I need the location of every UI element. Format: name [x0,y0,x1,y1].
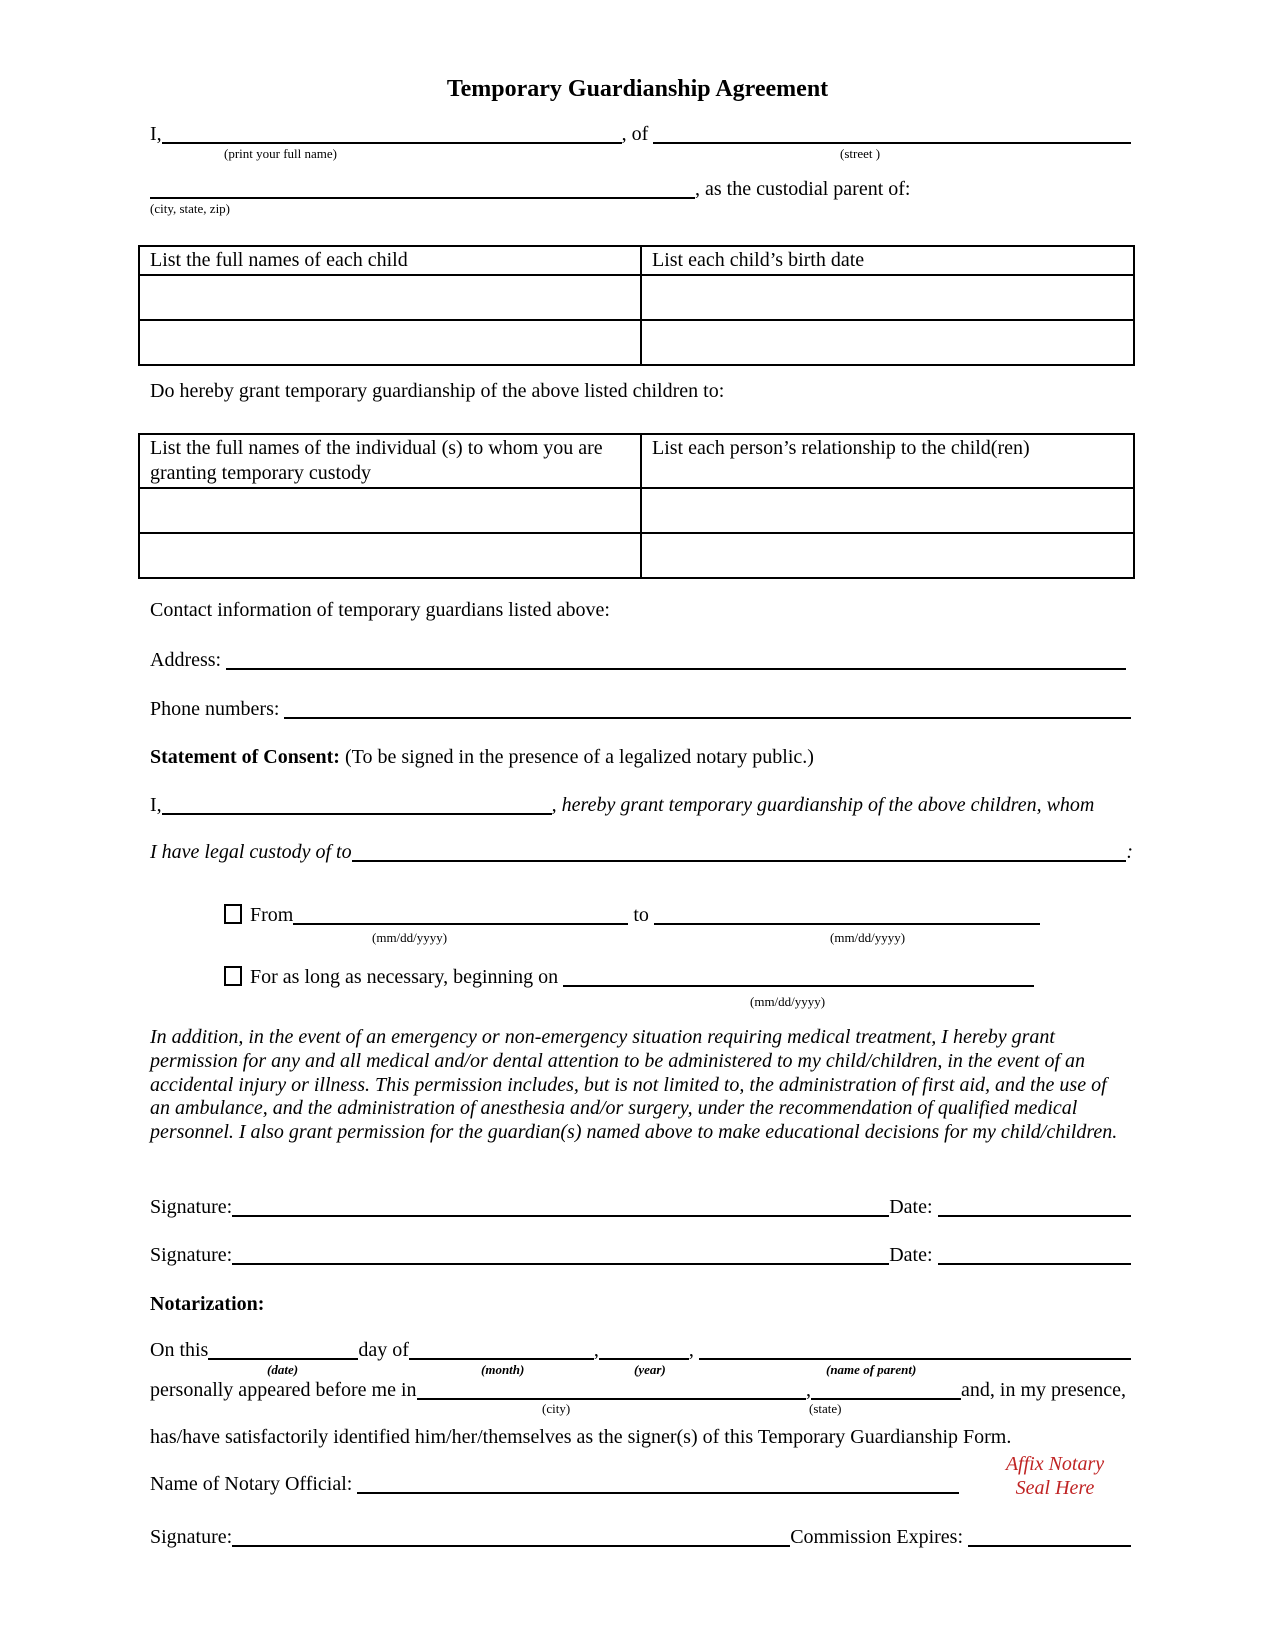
parent-name-hint: (name of parent) [826,1362,917,1377]
city-hint: (city) [542,1401,571,1416]
notarization-date-line [150,1338,1131,1362]
date-label: Date: [889,1196,938,1218]
comma: , [688,1339,699,1361]
children-table [138,245,1135,366]
consent-line-2 [150,840,1133,864]
intro-line-1 [150,122,1131,146]
affix-notary-line: Affix Notary [1005,1453,1105,1475]
medical-consent-paragraph: In addition, in the event of an emergency or non-emergency situation requiring medical treatment, I hereby grant permission for any and all medical and/or dental attention to be administered to my child/children, in the event of an accidental injury or illness. This permission includes, but is not limited to, the administration of first aid, and the use of an ambulance, and the administration of anesthesia and/or surgery, under the recommendation of qualified medical personnel. I also grant permission for the guardian(s) named above to make educational decisions for my child/children. [150,1026,1118,1144]
signature-label: Signature: [150,1196,233,1218]
date-label: Date: [889,1244,938,1266]
children-name-header: List the full names of each child [139,246,641,275]
year-hint: (year) [634,1362,666,1377]
period-from-line [224,903,1040,927]
notary-city-field[interactable] [417,1384,807,1400]
duration-label: For as long as necessary, beginning on [250,966,564,988]
state-hint: (state) [809,1401,842,1416]
parent-signature-date-field[interactable] [938,1201,1131,1217]
print-name-hint: (print your full name) [224,146,337,161]
street-hint: (street ) [840,146,881,161]
notary-signature-label: Signature: [150,1526,233,1548]
address-line [150,648,1126,672]
full-name-field[interactable] [162,128,622,144]
guardian-name-cell[interactable] [139,533,641,578]
parent-signature-row-1 [150,1195,1131,1219]
guardian-name-header: List the full names of the individual (s) to whom you are granting temporary custody [139,434,641,488]
child-name-cell[interactable] [139,320,641,365]
consent-line-1 [150,793,1131,817]
notary-name-line [150,1472,959,1496]
consent-heading-bold: Statement of Consent: [150,746,340,768]
parent-signature-date-field[interactable] [938,1249,1131,1265]
city-state-zip-hint: (city, state, zip) [150,201,231,216]
parent-signature-row-2 [150,1243,1131,1267]
notary-seal-note [975,1452,1135,1500]
guardians-table [138,433,1135,579]
consent-custodian-field[interactable] [352,846,1127,862]
notarization-location-line [150,1378,1126,1402]
from-label: From [250,904,294,926]
notary-name-field[interactable] [357,1478,959,1494]
date-hint: (date) [267,1362,299,1377]
phone-field[interactable] [284,703,1131,719]
intro-i-label: I, [150,123,162,145]
grant-statement: Do hereby grant temporary guardianship of the above listed children to: [150,380,725,402]
notary-signature-line [150,1525,1131,1549]
day-of-label: day of [358,1339,409,1361]
to-date-format-hint: (mm/dd/yyyy) [830,930,906,945]
consent-name-field[interactable] [162,799,552,815]
intro-line-2 [150,177,1131,201]
guardian-name-cell[interactable] [139,488,641,533]
notary-state-field[interactable] [811,1384,961,1400]
period-duration-line [224,965,1034,989]
consent-grant-text: , hereby grant temporary guardianship of the above children, whom [551,794,1095,816]
contact-heading: Contact information of temporary guardians listed above: [150,599,610,621]
intro-of-label: , of [621,123,654,145]
address-field[interactable] [226,654,1126,670]
notarization-heading: Notarization: [150,1293,265,1315]
custodial-parent-label: , as the custodial parent of: [695,178,911,200]
child-birthdate-cell[interactable] [641,320,1134,365]
children-birthdate-header: List each child’s birth date [641,246,1134,275]
phone-label: Phone numbers: [150,698,285,720]
parent-signature-field[interactable] [232,1201,889,1217]
to-label: to [628,904,654,926]
phone-line [150,697,1131,721]
page-title: Temporary Guardianship Agreement [446,76,829,102]
child-name-cell[interactable] [139,275,641,320]
notary-name-label: Name of Notary Official: [150,1473,358,1495]
on-this-label: On this [150,1339,209,1361]
guardian-relationship-cell[interactable] [641,533,1134,578]
seal-here-line: Seal Here [1015,1477,1095,1499]
from-date-format-hint: (mm/dd/yyyy) [372,930,448,945]
from-date-field[interactable] [293,909,628,925]
consent-custody-text: I have legal custody of to [150,841,352,863]
identification-statement: has/have satisfactorily identified him/her/themselves as the signer(s) of this Temporary Guardianship Form. [150,1426,1012,1448]
city-state-zip-field[interactable] [150,183,695,199]
address-label: Address: [150,649,227,671]
appeared-label: personally appeared before me in [150,1379,417,1401]
street-field[interactable] [653,128,1131,144]
parent-signature-field[interactable] [232,1249,889,1265]
to-date-field[interactable] [654,909,1040,925]
child-birthdate-cell[interactable] [641,275,1134,320]
consent-heading [150,745,814,769]
consent-colon: : [1126,841,1133,863]
commission-expires-label: Commission Expires: [790,1526,969,1548]
consent-i-label: I, [150,794,162,816]
from-checkbox[interactable] [224,904,242,924]
notary-signature-field[interactable] [232,1531,790,1547]
begin-date-format-hint: (mm/dd/yyyy) [750,994,826,1009]
commission-date-field[interactable] [968,1531,1131,1547]
notary-parent-name-field[interactable] [699,1344,1131,1360]
signature-label: Signature: [150,1244,233,1266]
consent-heading-note: (To be signed in the presence of a legalized notary public.) [339,746,814,768]
presence-label: and, in my presence, [961,1379,1126,1401]
month-hint: (month) [481,1362,525,1377]
comma: , [593,1339,599,1361]
notary-month-field[interactable] [409,1344,594,1360]
guardian-relationship-cell[interactable] [641,488,1134,533]
comma: , [806,1379,812,1401]
notary-year-field[interactable] [599,1344,689,1360]
begin-date-field[interactable] [563,971,1034,987]
duration-checkbox[interactable] [224,966,242,986]
guardian-relationship-header: List each person’s relationship to the child(ren) [641,434,1134,488]
notary-day-field[interactable] [208,1344,358,1360]
